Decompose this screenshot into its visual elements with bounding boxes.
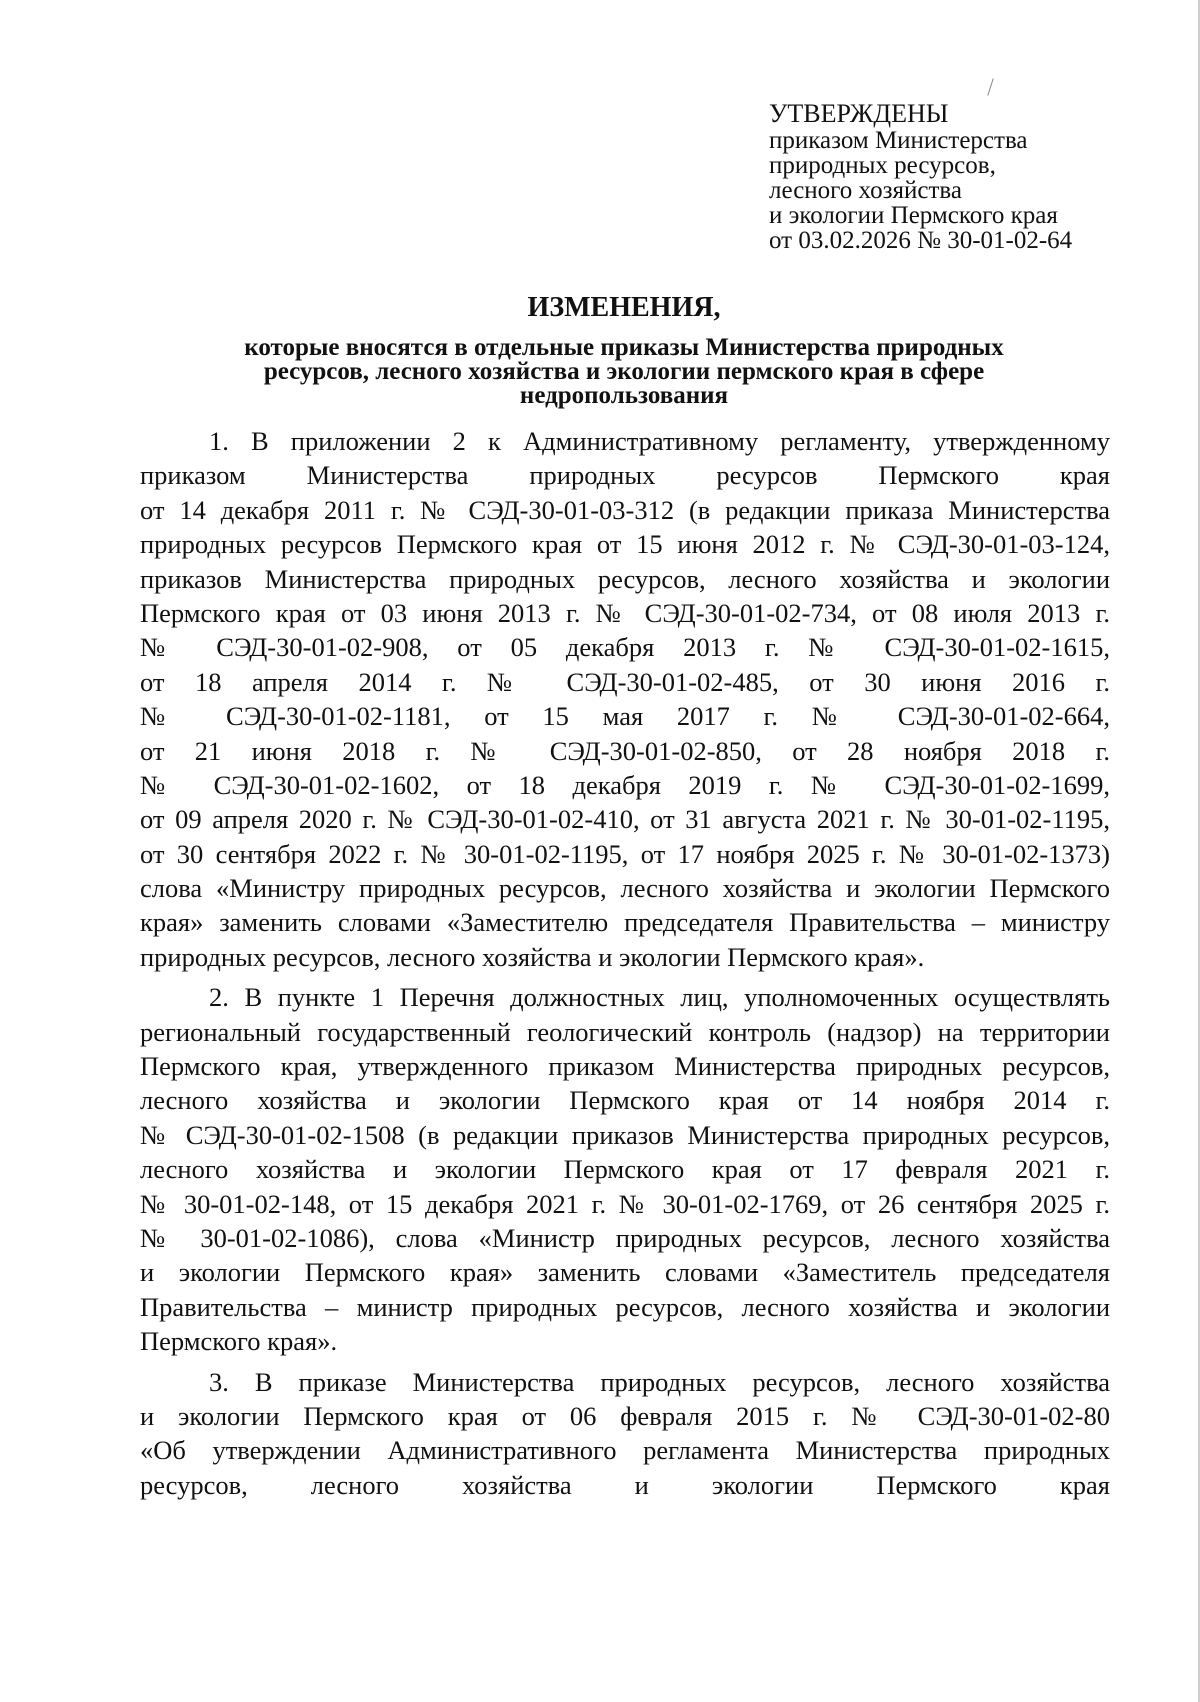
paragraph-1 <box>140 424 1110 974</box>
paragraph-line: 3. В приказе Министерства природных ресурсов, лесного хозяйства <box>209 1366 1110 1397</box>
paragraph-line: от 21 июня 2018 г. № СЭД-30-01-02-850, от 28 ноября 2018 г. <box>140 735 1110 766</box>
paragraph-line: № СЭД-30-01-02-908, от 05 декабря 2013 г. № СЭД-30-01-02-1615, <box>140 632 1110 663</box>
paragraph-line: слова «Министру природных ресурсов, лесного хозяйства и экологии Пермского <box>140 873 1110 904</box>
paragraph-line: и экологии Пермского края от 06 февраля 2015 г. № СЭД-30-01-02-80 <box>140 1400 1110 1431</box>
paragraph-line: № СЭД-30-01-02-1508 (в редакции приказов Министерства природных ресурсов, <box>140 1119 1110 1150</box>
approval-line: приказом Министерства <box>769 127 1028 154</box>
paragraph-line: приказов Министерства природных ресурсов, лесного хозяйства и экологии <box>140 563 1110 594</box>
paragraph-line: № СЭД-30-01-02-1181, от 15 мая 2017 г. № СЭД-30-01-02-664, <box>140 701 1110 732</box>
paragraph-line: лесного хозяйства и экологии Пермского края от 14 ноября 2014 г. <box>140 1085 1110 1116</box>
paragraph-line: Правительства – министр природных ресурсов, лесного хозяйства и экологии <box>140 1291 1110 1322</box>
subtitle-line: ресурсов, лесного хозяйства и экологии пермского края в сфере <box>263 358 985 385</box>
approval-line: природных ресурсов, <box>769 152 996 179</box>
paragraph-line: Пермского края». <box>140 1326 338 1357</box>
paragraph-line: Пермского края от 03 июня 2013 г. № СЭД-30-01-02-734, от 08 июля 2013 г. <box>140 597 1110 628</box>
paragraph-line: от 30 сентября 2022 г. № 30-01-02-1195, от 17 ноября 2025 г. № 30-01-02-1373) <box>140 838 1110 869</box>
paragraph-line: и экологии Пермского края» заменить словами «Заместитель председателя <box>140 1257 1110 1288</box>
approval-block <box>769 100 1169 253</box>
paragraph-line: № 30-01-02-1086), слова «Министр природных ресурсов, лесного хозяйства <box>140 1222 1110 1253</box>
paragraph-line: края» заменить словами «Заместителю председателя Правительства – министру <box>140 907 1110 938</box>
subtitle-line: которые вносятся в отдельные приказы Министерства природных <box>244 334 1004 361</box>
paragraph-line: природных ресурсов, лесного хозяйства и экологии Пермского края». <box>140 941 925 972</box>
paragraph-2 <box>140 980 1110 1358</box>
document-title: ИЗМЕНЕНИЯ, <box>527 292 721 323</box>
paragraph-line: от 09 апреля 2020 г. № СЭД-30-01-02-410, от 31 августа 2021 г. № 30-01-02-1195, <box>140 804 1110 835</box>
paragraph-line: региональный государственный геологический контроль (надзор) на территории <box>140 1016 1110 1047</box>
paragraph-line: «Об утверждении Административного регламента Министерства природных <box>140 1435 1110 1466</box>
paragraph-line: ресурсов, лесного хозяйства и экологии Пермского края <box>140 1469 1110 1500</box>
paragraph-line: Пермского края, утвержденного приказом Министерства природных ресурсов, <box>140 1051 1110 1082</box>
approval-line: лесного хозяйства <box>769 177 962 204</box>
paragraph-3 <box>140 1365 1110 1503</box>
approval-line: и экологии Пермского края <box>769 202 1058 229</box>
document-subtitle <box>140 336 1108 408</box>
paragraph-line: приказом Министерства природных ресурсов Пермского края <box>140 460 1110 491</box>
scan-mark <box>987 78 994 95</box>
document-body <box>140 424 1110 1502</box>
paragraph-line: от 18 апреля 2014 г. № СЭД-30-01-02-485, от 30 июня 2016 г. <box>140 666 1110 697</box>
approval-heading: УТВЕРЖДЕНЫ <box>769 99 949 128</box>
subtitle-line: недропользования <box>519 382 729 409</box>
paragraph-line: лесного хозяйства и экологии Пермского края от 17 февраля 2021 г. <box>140 1154 1110 1185</box>
paragraph-line: № СЭД-30-01-02-1602, от 18 декабря 2019 г. № СЭД-30-01-02-1699, <box>140 769 1110 800</box>
approval-date-number: от 03.02.2026 № 30-01-02-64 <box>769 227 1073 254</box>
paragraph-line: 2. В пункте 1 Перечня должностных лиц, уполномоченных осуществлять <box>209 982 1110 1013</box>
paragraph-line: от 14 декабря 2011 г. № СЭД-30-01-03-312 (в редакции приказа Министерства <box>140 494 1110 525</box>
paragraph-line: 1. В приложении 2 к Административному регламенту, утвержденному <box>209 426 1110 456</box>
paragraph-line: № 30-01-02-148, от 15 декабря 2021 г. № 30-01-02-1769, от 26 сентября 2025 г. <box>140 1188 1110 1219</box>
paragraph-line: природных ресурсов Пермского края от 15 июня 2012 г. № СЭД-30-01-03-124, <box>140 529 1110 560</box>
